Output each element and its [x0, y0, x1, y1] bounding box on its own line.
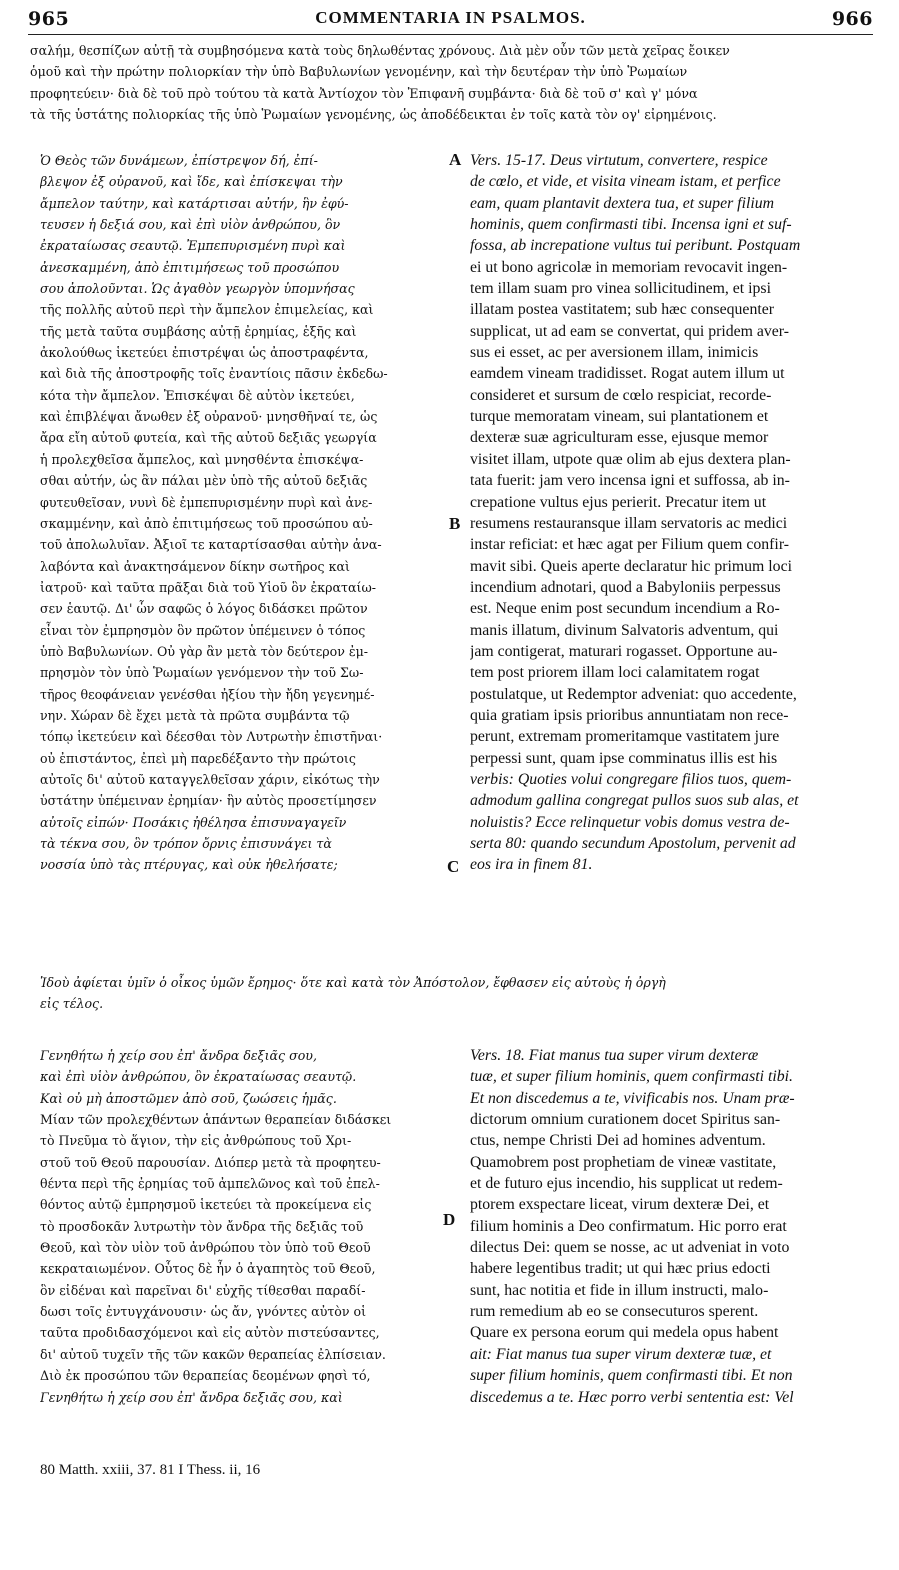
- greek-text-line: τὸ Πνεῦμα τὸ ἅγιον, τὴν εἰς ἀνθρώπους τοῦ Χρι-: [40, 1133, 352, 1149]
- margin-marker-c: C: [447, 857, 460, 876]
- wide-line-2: εἰς τέλος.: [40, 996, 104, 1011]
- greek-text-line: κεκραταιωμένον. Οὗτος δὲ ἦν ὁ ἀγαπητὸς τοῦ Θεοῦ,: [40, 1261, 376, 1277]
- latin-text-line: illatam postea vastitatem; sub hæc consequenter: [470, 301, 775, 319]
- latin-text-line: super filium hominis, quem confirmasti tibi. Et non: [470, 1367, 793, 1385]
- latin-text-line: eos ira in finem 81.: [470, 856, 593, 874]
- greek-text-line: εἶναι τὸν ἐμπρησμὸν ὃν πρῶτον ὑπέμεινεν ὁ τόπος: [40, 622, 366, 638]
- latin-text-line: mavit sibi. Queis aperte declaratur hic primum loci: [470, 557, 792, 575]
- greek-text-line: τῆς πολλῆς αὐτοῦ περὶ τὴν ἄμπελον ἐπιμελείας, καὶ: [40, 302, 374, 318]
- greek-text-line: τὰ τέκνα σου, ὃν τρόπον ὄρνις ἐπισυνάγει τὰ: [40, 836, 332, 851]
- latin-text-line: ei ut bono agricolæ in memoriam revocavit ingen-: [470, 258, 788, 276]
- greek-text-line: καὶ ἐπιβλέψαι ἄνωθεν ἐξ οὐρανοῦ· μνησθῆναί τε, ὡς: [40, 409, 378, 425]
- latin-text-line: tem post priorem illam loci calamitatem rogat: [470, 664, 760, 682]
- greek-text-line: δωσι τοῖς ἐντυγχάνουσιν· ὡς ἄν, γνόντες αὐτὸν οἱ: [40, 1304, 367, 1320]
- margin-marker-d: D: [443, 1210, 456, 1229]
- latin-text-line: de cœlo, et vide, et visita vineam istam, et perfice: [470, 173, 781, 191]
- greek-text-line: Γενηθήτω ἡ χείρ σου ἐπ' ἄνδρα δεξιᾶς σου, καὶ: [40, 1389, 343, 1405]
- greek-text-line: ἐκραταίωσας σεαυτῷ. Ἐμπεπυρισμένη πυρὶ καὶ: [40, 238, 346, 254]
- greek-text-line: θόντος αὐτῷ ἐμπρησμοῦ ἱκετεύει τὰ προκείμενα εἰς: [40, 1197, 372, 1213]
- greek-text-line: ἄμπελον ταύτην, καὶ κατάρτισαι αὐτήν, ἣν ἐφύ-: [40, 195, 349, 211]
- latin-text-line: visitet illam, utpote quæ olim ab ejus dextera plan-: [470, 450, 791, 468]
- latin-text-line: turque memoratam vineam, sui plantationem et: [470, 408, 769, 426]
- page-number-left: 965: [28, 8, 70, 30]
- latin-text-line: tuæ, et super filium hominis, quem confirmasti tibi.: [470, 1068, 793, 1086]
- latin-text-line: noluistis? Ecce relinquetur vobis domus vestra de-: [470, 813, 790, 831]
- greek-text-line: καὶ διὰ τῆς ἀποστροφῆς τοῖς ἐναντίοις πᾶσιν ἐκδεδω-: [40, 366, 388, 382]
- greek-text-line: Διὸ ἐκ προσώπου τῶν θεραπείας δεομένων φησὶ τό,: [40, 1368, 371, 1384]
- greek-text-line: φυτευθεῖσαν, νυνὶ δὲ ἐμπεπυρισμένην πυρὶ καὶ ἀνε-: [40, 494, 373, 510]
- latin-text-line: quia gratiam ipsis prioribus annuntiatam non rece-: [470, 706, 789, 724]
- latin-text-line: sunt, hac notitia et fide in illum instructi, malo-: [470, 1281, 769, 1299]
- greek-text-line: ἀνεσκαμμένη, ἀπὸ ἐπιτιμήσεως τοῦ προσώπου: [40, 259, 340, 275]
- greek-text-line: καὶ ἐπὶ υἱὸν ἀνθρώπου, ὃν ἐκραταίωσας σεαυτῷ.: [40, 1069, 357, 1085]
- latin-text-line: tata fuerit: jam vero incensa igni et suffossa, ab in-: [470, 472, 790, 490]
- greek-text-line: βλεψον ἐξ οὐρανοῦ, καὶ ἴδε, καὶ ἐπίσκεψαι τὴν: [40, 174, 343, 190]
- greek-text-line: δι' αὐτοῦ τυχεῖν τῆς τῶν κακῶν θεραπείας ἐλπίσειαν.: [40, 1346, 386, 1362]
- greek-line: προφητεύειν· διὰ δὲ τοῦ πρὸ τούτου τὰ κατὰ Ἀντίοχον τὸν Ἐπιφανῆ συμβάντα· διὰ δὲ τοῦ σ' καὶ γ' μόνα: [30, 85, 698, 101]
- latin-text-line: ctus, nempe Christi Dei ad homines adventum.: [470, 1132, 766, 1150]
- latin-text-line: ait: Fiat manus tua super virum dexteræ tuæ, et: [470, 1345, 772, 1363]
- latin-text-line: crepatione vultus ejus perierit. Precatur item ut: [470, 493, 767, 511]
- latin-text-line: incendium adnotari, quod a Babyloniis perpessus: [470, 578, 781, 596]
- greek-column-lower: [40, 1045, 445, 1425]
- greek-text-line: ὑπὸ Βαβυλωνίων. Οὐ γὰρ ἂν μετὰ τὸν δεύτερον ἐμ-: [40, 643, 369, 659]
- greek-text-line: τῆς μετὰ ταῦτα συμβάσης αὐτῇ ἐρημίας, ἑξῆς καὶ: [40, 323, 357, 339]
- latin-text-line: ptorem exspectare liceat, virum dexteræ Dei, et: [470, 1196, 770, 1214]
- latin-text-line: manis illatum, divinum Salvatoris adventum, qui: [470, 621, 779, 639]
- greek-text-line: ἰατροῦ· καὶ ταῦτα πρᾶξαι διὰ τοῦ Υἱοῦ ὃν ἐκραταίω-: [40, 579, 376, 595]
- latin-text-line: dictorum omnium curationem docet Spiritus san-: [470, 1111, 781, 1129]
- greek-text-line: Γενηθήτω ἡ χείρ σου ἐπ' ἄνδρα δεξιᾶς σου,: [40, 1048, 317, 1063]
- greek-text-line: Μίαν τῶν προλεχθέντων ἁπάντων θεραπείαν διδάσκει: [40, 1112, 392, 1128]
- greek-text-line: σεν ἑαυτῷ. Δι' ὧν σαφῶς ὁ λόγος διδάσκει πρῶτον: [40, 601, 368, 617]
- latin-text-line: rum remedium ab eo se consecuturos sperent.: [470, 1303, 759, 1321]
- latin-text-line: Vers. 15-17. Deus virtutum, convertere, respice: [470, 152, 768, 169]
- greek-text-line: οὐ ἐπιστάντος, ἐπεὶ μὴ παρεδέξαντο τὴν πρώτοις: [40, 750, 356, 766]
- latin-text-line: serta 80: quando secundum Apostolum, pervenit ad: [470, 835, 796, 852]
- latin-text-line: postulatque, ut Redemptor adveniat: quo accedente,: [470, 685, 797, 703]
- latin-text-line: admodum gallina congregat pullos suos sub alas, et: [470, 792, 799, 810]
- greek-text-line: σου ἀπολοῦνται. Ὡς ἀγαθὸν γεωργὸν ὑπομνήσας: [40, 281, 355, 297]
- latin-text-line: fossa, ab increpatione vultus tui peribunt. Postquam: [470, 237, 801, 255]
- latin-text-line: supplicat, ut ad eam se convertat, qui pridem aver-: [470, 322, 790, 340]
- greek-line: ὁμοῦ καὶ τὴν πρώτην πολιορκίαν τὴν ὑπὸ Βαβυλωνίων γενομένην, καὶ τὴν δευτέραν τὴν ὑπὸ Ῥωμαίων: [30, 64, 688, 80]
- running-header: [28, 6, 873, 35]
- page-number-right: 966: [831, 8, 873, 30]
- latin-text-line: consideret et sursum de cœlo respiciat, recorde-: [470, 386, 772, 404]
- greek-text-line: ταῦτα προδιδασχόμενοι καὶ εἰς αὐτὸν πιστεύσαντες,: [40, 1325, 380, 1341]
- greek-text-line: Καὶ οὐ μὴ ἀποστῶμεν ἀπὸ σοῦ, ζωώσεις ἡμᾶς.: [40, 1090, 337, 1106]
- greek-wide-line: [40, 975, 880, 1017]
- latin-text-line: instar reficiat: et hæc agat per Filium quem confir-: [470, 536, 790, 554]
- greek-text-line: τόπῳ ἱκετεύειν καὶ δέεσθαι τὸν Λυτρωτὴν ἐπιστῆναι·: [40, 729, 383, 745]
- latin-text-line: eamdem vineam tradidisset. Rogat autem illum ut: [470, 365, 785, 383]
- greek-text-line: ὃν εἰδέναι καὶ παρεῖναι δι' εὐχῆς τίθεσθαι παραδί-: [40, 1282, 366, 1298]
- footnotes: 80 Matth. xxiii, 37. 81 I Thess. ii, 16: [40, 1462, 261, 1478]
- greek-text-line: Θεοῦ, καὶ τὸν υἱὸν τοῦ ἀνθρώπου τὸν ὑπὸ τοῦ Θεοῦ: [40, 1240, 371, 1256]
- greek-text-line: ἡ προλεχθεῖσα ἄμπελος, καὶ μνησθέντα ἐπισκέψα-: [40, 451, 364, 467]
- greek-text-line: αὐτοῖς δι' αὐτοῦ καταγγελθεῖσαν χάριν, εἰκότως τὴν: [40, 771, 380, 787]
- greek-text-line: θέντα περὶ τῆς ἐρημίας τοῦ ἀμπελῶνος καὶ τοῦ ἐπελ-: [40, 1176, 380, 1192]
- greek-text-line: τῆρος θεοφάνειαν γενέσθαι ἠξίου τὴν ἤδη γεγενημέ-: [40, 686, 375, 702]
- greek-text-line: στοῦ τοῦ Θεοῦ παρουσίαν. Διόπερ μετὰ τὰ προφητευ-: [40, 1154, 381, 1170]
- latin-text-line: tem illam suam pro vinea sollicitudinem, et ipsi: [470, 280, 771, 298]
- latin-text-line: habere legentibus tradit; ut qui hæc prius edocti: [470, 1260, 771, 1278]
- latin-text-line: verbis: Quoties volui congregare filios tuos, quem-: [470, 770, 792, 788]
- wide-line-1: Ἰδοὺ ἀφίεται ὑμῖν ὁ οἶκος ὑμῶν ἔρημος· ὅτε καὶ κατὰ τὸν Ἀπόστολον, ἔφθασεν εἰς αὐτοὺς ἡ ὀργὴ: [40, 975, 666, 990]
- latin-text-line: hominis, quem confirmasti tibi. Incensa igni et suf-: [470, 216, 792, 234]
- greek-text-line: σθαι αὐτήν, ὡς ἂν πάλαι μὲν ὑπὸ τῆς αὐτοῦ δεξιᾶς: [40, 473, 368, 489]
- latin-text-line: jam contigerat, maturari rogasset. Opportune au-: [470, 642, 778, 660]
- latin-text-line: Vers. 18. Fiat manus tua super virum dexteræ: [470, 1047, 759, 1064]
- latin-text-line: dexteræ suæ agriculturam esse, ejusque memor: [470, 429, 769, 447]
- greek-text-line: τοῦ ἀπολωλυῖαν. Ἀξιοῖ τε καταρτίσασθαι αὐτὴν ἀνα-: [40, 537, 382, 553]
- greek-text-line: αὐτοῖς εἰπών· Ποσάκις ἠθέλησα ἐπισυναγαγεῖν: [40, 814, 347, 830]
- latin-text-line: Quare ex persona eorum qui medela opus habent: [470, 1324, 779, 1342]
- latin-text-line: filium hominis a Deo confirmatum. Hic porro erat: [470, 1217, 787, 1235]
- running-title: COMMENTARIA IN PSALMOS.: [315, 8, 586, 27]
- greek-text-line: πρησμὸν τὸν ὑπὸ Ῥωμαίων γενόμενον τὴν τοῦ Σω-: [40, 665, 364, 681]
- latin-column-lower: [470, 1045, 880, 1425]
- latin-text-line: perpessi sunt, quam ipse comminatus illis est his: [470, 749, 778, 767]
- latin-text-line: dilectus Dei: quem se nosse, ac ut adveniat in voto: [470, 1239, 790, 1257]
- margin-marker-b: B: [449, 514, 461, 533]
- greek-text-line: Ὁ Θεὸς τῶν δυνάμεων, ἐπίστρεψον δή, ἐπί-: [40, 153, 318, 168]
- greek-text-line: τευσεν ἡ δεξιά σου, καὶ ἐπὶ υἱὸν ἀνθρώπου, ὃν: [40, 217, 341, 233]
- latin-text-line: Quamobrem post prophetiam de vineæ vastitate,: [470, 1153, 777, 1171]
- latin-text-line: eam, quam plantavit dextera tua, et super filium: [470, 194, 775, 212]
- greek-text-line: σκαμμένην, καὶ ἀπὸ ἐπιτιμήσεως τοῦ προσώπου αὐ-: [40, 515, 373, 531]
- greek-text-line: ὑστάτην ὑπέμειναν ἐρημίαν· ἣν αὐτὸς προσετίμησεν: [40, 793, 377, 809]
- latin-column-upper: [470, 150, 880, 896]
- greek-text-line: τὸ προσδοκᾶν λυτρωτὴν τὸν ἄνδρα τῆς δεξιᾶς τοῦ: [40, 1218, 364, 1234]
- latin-text-line: Et non discedemus a te, vivificabis nos. Unam præ-: [470, 1089, 795, 1107]
- latin-text-line: est. Neque enim post secundum incendium a Ro-: [470, 600, 780, 618]
- greek-text-line: λαβόντα καὶ ἀνακτησάμενον δίκην σωτῆρος καὶ: [40, 558, 350, 574]
- greek-line: τὰ τῆς ὑστάτης πολιορκίας τῆς ὑπὸ Ῥωμαίων γενομένης, ὡς ἀποδέδεικται ἐν τοῖς κατὰ τὸν ογ' εἰρημένοις.: [30, 106, 717, 122]
- greek-text-line: νην. Χώραν δὲ ἔχει μετὰ τὰ πρῶτα συμβάντα τῷ: [40, 707, 350, 723]
- latin-text-line: et de futuro ejus incendio, his supplicat ut redem-: [470, 1175, 783, 1193]
- latin-text-line: sus ei esset, ac per aversionem illam, inimicis: [470, 344, 759, 362]
- latin-text-line: resumens restauransque illam servatoris ac medici: [470, 514, 788, 532]
- greek-text-line: ἀκολούθως ἱκετεύει ἐπιστρέψαι ὡς ἀποστραφέντα,: [40, 345, 369, 361]
- latin-text-line: discedemus a te. Hæc porro verbi sententia est: Vel: [470, 1388, 794, 1406]
- greek-continuation-block: [30, 40, 870, 125]
- greek-text-line: κότα τὴν ἄμπελον. Ἐπισκέψαι δὲ αὐτὸν ἱκετεύει,: [40, 387, 355, 403]
- greek-column-upper: [40, 150, 445, 896]
- latin-text-line: perunt, extremam promeritamque vastitatem jure: [470, 728, 780, 746]
- greek-text-line: ἄρα εἴη αὐτοῦ φυτεία, καὶ τῆς αὐτοῦ δεξιᾶς γεωργία: [40, 430, 377, 446]
- greek-text-line: νοσσία ὑπὸ τὰς πτέρυγας, καὶ οὐκ ἠθελήσατε;: [40, 857, 338, 873]
- margin-marker-a: A: [449, 150, 462, 169]
- greek-line: σαλήμ, θεσπίζων αὐτῇ τὰ συμβησόμενα κατὰ τοὺς δηλωθέντας χρόνους. Διὰ μὲν οὖν τῶν μετὰ χεῖρας ἔοικεν: [30, 43, 730, 58]
